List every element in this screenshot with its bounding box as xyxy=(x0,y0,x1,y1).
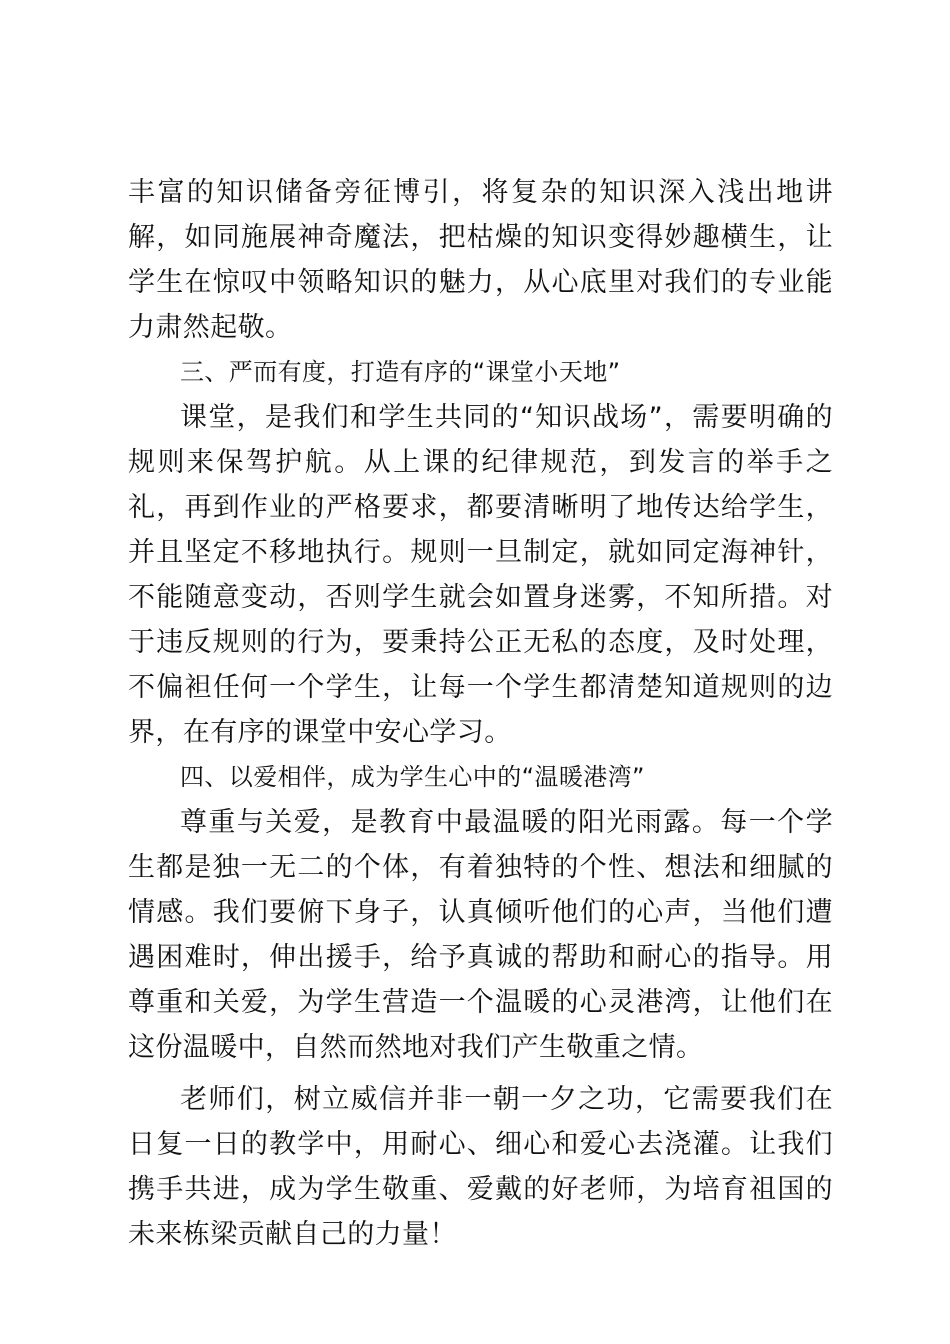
paragraph-continuation: 丰富的知识储备旁征博引，将复杂的知识深入浅出地讲解，如同施展神奇魔法，把枯燥的知识变得妙趣横生，让学生在惊叹中领略知识的魅力，从心底里对我们的专业能力肃然起敬。 xyxy=(128,177,833,343)
paragraph-conclusion: 老师们，树立威信并非一朝一夕之功，它需要我们在日复一日的教学中，用耐心、细心和爱心去浇灌。让我们携手共进，成为学生敬重、爱戴的好老师，为培育祖国的未来栋梁贡献自己的力量！ xyxy=(128,1084,833,1250)
document-body xyxy=(128,170,833,1257)
paragraph-classroom-rules: 课堂，是我们和学生共同的“知识战场”，需要明确的规则来保驾护航。从上课的纪律规范，到发言的举手之礼，再到作业的严格要求，都要清晰明了地传达给学生，并且坚定不移地执行。规则一旦制定，就如同定海神针，不能随意变动，否则学生就会如置身迷雾，不知所措。对于违反规则的行为，要秉持公正无私的态度，及时处理，不偏袒任何一个学生，让每一个学生都清楚知道规则的边界，在有序的课堂中安心学习。 xyxy=(128,402,833,748)
section-heading-3: 三、严而有度，打造有序的“课堂小天地” xyxy=(180,358,621,386)
section-heading-4: 四、以爱相伴，成为学生心中的“温暖港湾” xyxy=(180,763,645,791)
paragraph-respect-care: 尊重与关爱，是教育中最温暖的阳光雨露。每一个学生都是独一无二的个体，有着独特的个性、想法和细腻的情感。我们要俯下身子，认真倾听他们的心声，当他们遭遇困难时，伸出援手，给予真诚的帮助和耐心的指导。用尊重和关爱，为学生营造一个温暖的心灵港湾，让他们在这份温暖中，自然而然地对我们产生敬重之情。 xyxy=(128,807,833,1063)
